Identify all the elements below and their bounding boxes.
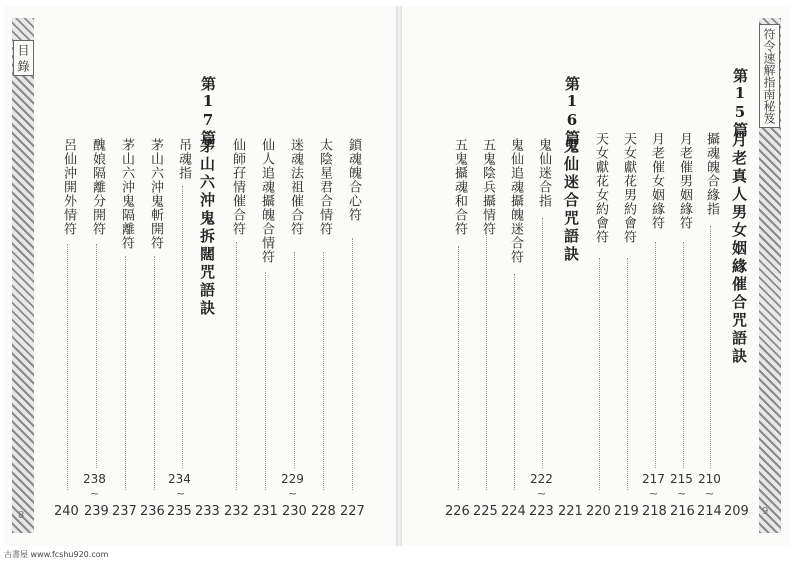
toc-page-range-start: 222 — [530, 472, 553, 486]
toc-entry-title: 茅山六沖鬼斬開符 — [148, 138, 163, 250]
toc-entry-title: 月老催女姻緣符 — [649, 132, 664, 230]
toc-page-number: 227 — [340, 504, 365, 519]
toc-page-range-start: 217 — [642, 472, 665, 486]
toc-page-number: 225 — [473, 504, 498, 519]
range-tilde: ~ — [288, 487, 298, 500]
section-17-label: 第17篇 — [199, 76, 217, 146]
toc-entry-title: 月老催男姻緣符 — [677, 132, 692, 230]
leader-dots — [294, 252, 295, 468]
leader-dots — [265, 272, 266, 490]
leader-dots — [323, 252, 324, 490]
toc-entry-title: 五鬼陰兵攝情符 — [480, 138, 495, 236]
range-tilde: ~ — [537, 487, 547, 500]
toc-entry-title: 鬼仙迷合指 — [536, 138, 551, 208]
leader-dots — [154, 256, 155, 490]
leader-dots — [514, 274, 515, 490]
section-17-page-number: 233 — [195, 504, 220, 519]
toc-page-range-start: 234 — [168, 472, 191, 486]
leader-dots — [599, 258, 600, 490]
toc-entry-title: 攝魂魄合緣指 — [704, 132, 719, 216]
left-band-label: 目 錄 — [13, 40, 34, 76]
toc-entry-title: 太陰星君合情符 — [317, 138, 332, 236]
toc-page-number: 232 — [224, 504, 249, 519]
toc-entry-title: 迷魂法祖催合符 — [288, 138, 303, 236]
toc-page-number: 218 — [642, 504, 667, 519]
section-16-title: 鬼仙迷合咒語訣 — [562, 138, 580, 264]
toc-entry-title: 天女獻花女約會符 — [593, 132, 608, 244]
toc-page-number: 236 — [140, 504, 165, 519]
toc-page-number: 231 — [253, 504, 278, 519]
decorative-border-band — [12, 18, 34, 533]
toc-page-range-start: 229 — [281, 472, 304, 486]
leader-dots — [96, 244, 97, 468]
toc-entry-title: 鬼仙追魂攝魄迷合符 — [508, 138, 523, 264]
section-16-page-number: 221 — [558, 504, 583, 519]
section-16-label: 第16篇 — [563, 76, 581, 146]
toc-page-number: 239 — [84, 504, 109, 519]
book-spread — [4, 6, 789, 546]
toc-page-number: 230 — [282, 504, 307, 519]
toc-page-number: 237 — [112, 504, 137, 519]
range-tilde: ~ — [90, 487, 100, 500]
toc-entry-title: 天女獻花男約會符 — [621, 132, 636, 244]
toc-entry-title: 仙人追魂攝魄合情符 — [259, 138, 274, 264]
toc-entry-title: 呂仙沖開外情符 — [61, 138, 76, 236]
toc-entry-title: 醜娘隔離分開符 — [90, 138, 105, 236]
toc-page-number: 240 — [54, 504, 79, 519]
section-15-title: 月老真人男女姻緣催合咒語訣 — [730, 132, 748, 366]
toc-page-number: 235 — [167, 504, 192, 519]
right-page — [402, 6, 789, 546]
section-15-page-number: 209 — [724, 504, 749, 519]
toc-page-number: 220 — [586, 504, 611, 519]
left-folio: 8 — [18, 510, 25, 521]
leader-dots — [542, 218, 543, 468]
toc-page-range-start: 210 — [698, 472, 721, 486]
toc-page-number: 224 — [501, 504, 526, 519]
toc-page-range-start: 238 — [83, 472, 106, 486]
toc-page-number: 228 — [311, 504, 336, 519]
section-17-title: 茅山六沖鬼拆闊咒語訣 — [198, 138, 216, 318]
toc-page-number: 219 — [614, 504, 639, 519]
toc-page-number: 214 — [697, 504, 722, 519]
range-tilde: ~ — [677, 487, 687, 500]
toc-page-number: 226 — [445, 504, 470, 519]
leader-dots — [655, 242, 656, 468]
toc-page-number: 216 — [670, 504, 695, 519]
toc-page-range-start: 215 — [670, 472, 693, 486]
section-15-label: 第15篇 — [731, 68, 749, 138]
toc-entry-title: 仙師孖情催合符 — [230, 138, 245, 236]
leader-dots — [710, 226, 711, 468]
leader-dots — [125, 256, 126, 490]
toc-entry-title: 五鬼攝魂和合符 — [452, 138, 467, 236]
toc-entry-title: 鎖魂魄合心符 — [346, 138, 361, 222]
left-page — [4, 6, 396, 546]
leader-dots — [486, 232, 487, 490]
right-band-label: 符令速解指南秘笈 — [759, 24, 780, 128]
range-tilde: ~ — [705, 487, 715, 500]
leader-dots — [352, 238, 353, 490]
range-tilde: ~ — [176, 487, 186, 500]
leader-dots — [627, 258, 628, 490]
toc-entry-title: 吊魂指 — [176, 138, 191, 180]
leader-dots — [683, 242, 684, 468]
leader-dots — [67, 244, 68, 490]
watermark-text: 古書屋 www.fcshu920.com — [4, 550, 109, 559]
toc-entry-title: 茅山六沖鬼隔離符 — [119, 138, 134, 250]
leader-dots — [182, 186, 183, 468]
leader-dots — [236, 242, 237, 490]
right-folio: 9 — [762, 506, 769, 517]
range-tilde: ~ — [649, 487, 659, 500]
leader-dots — [458, 246, 459, 490]
toc-page-number: 223 — [529, 504, 554, 519]
